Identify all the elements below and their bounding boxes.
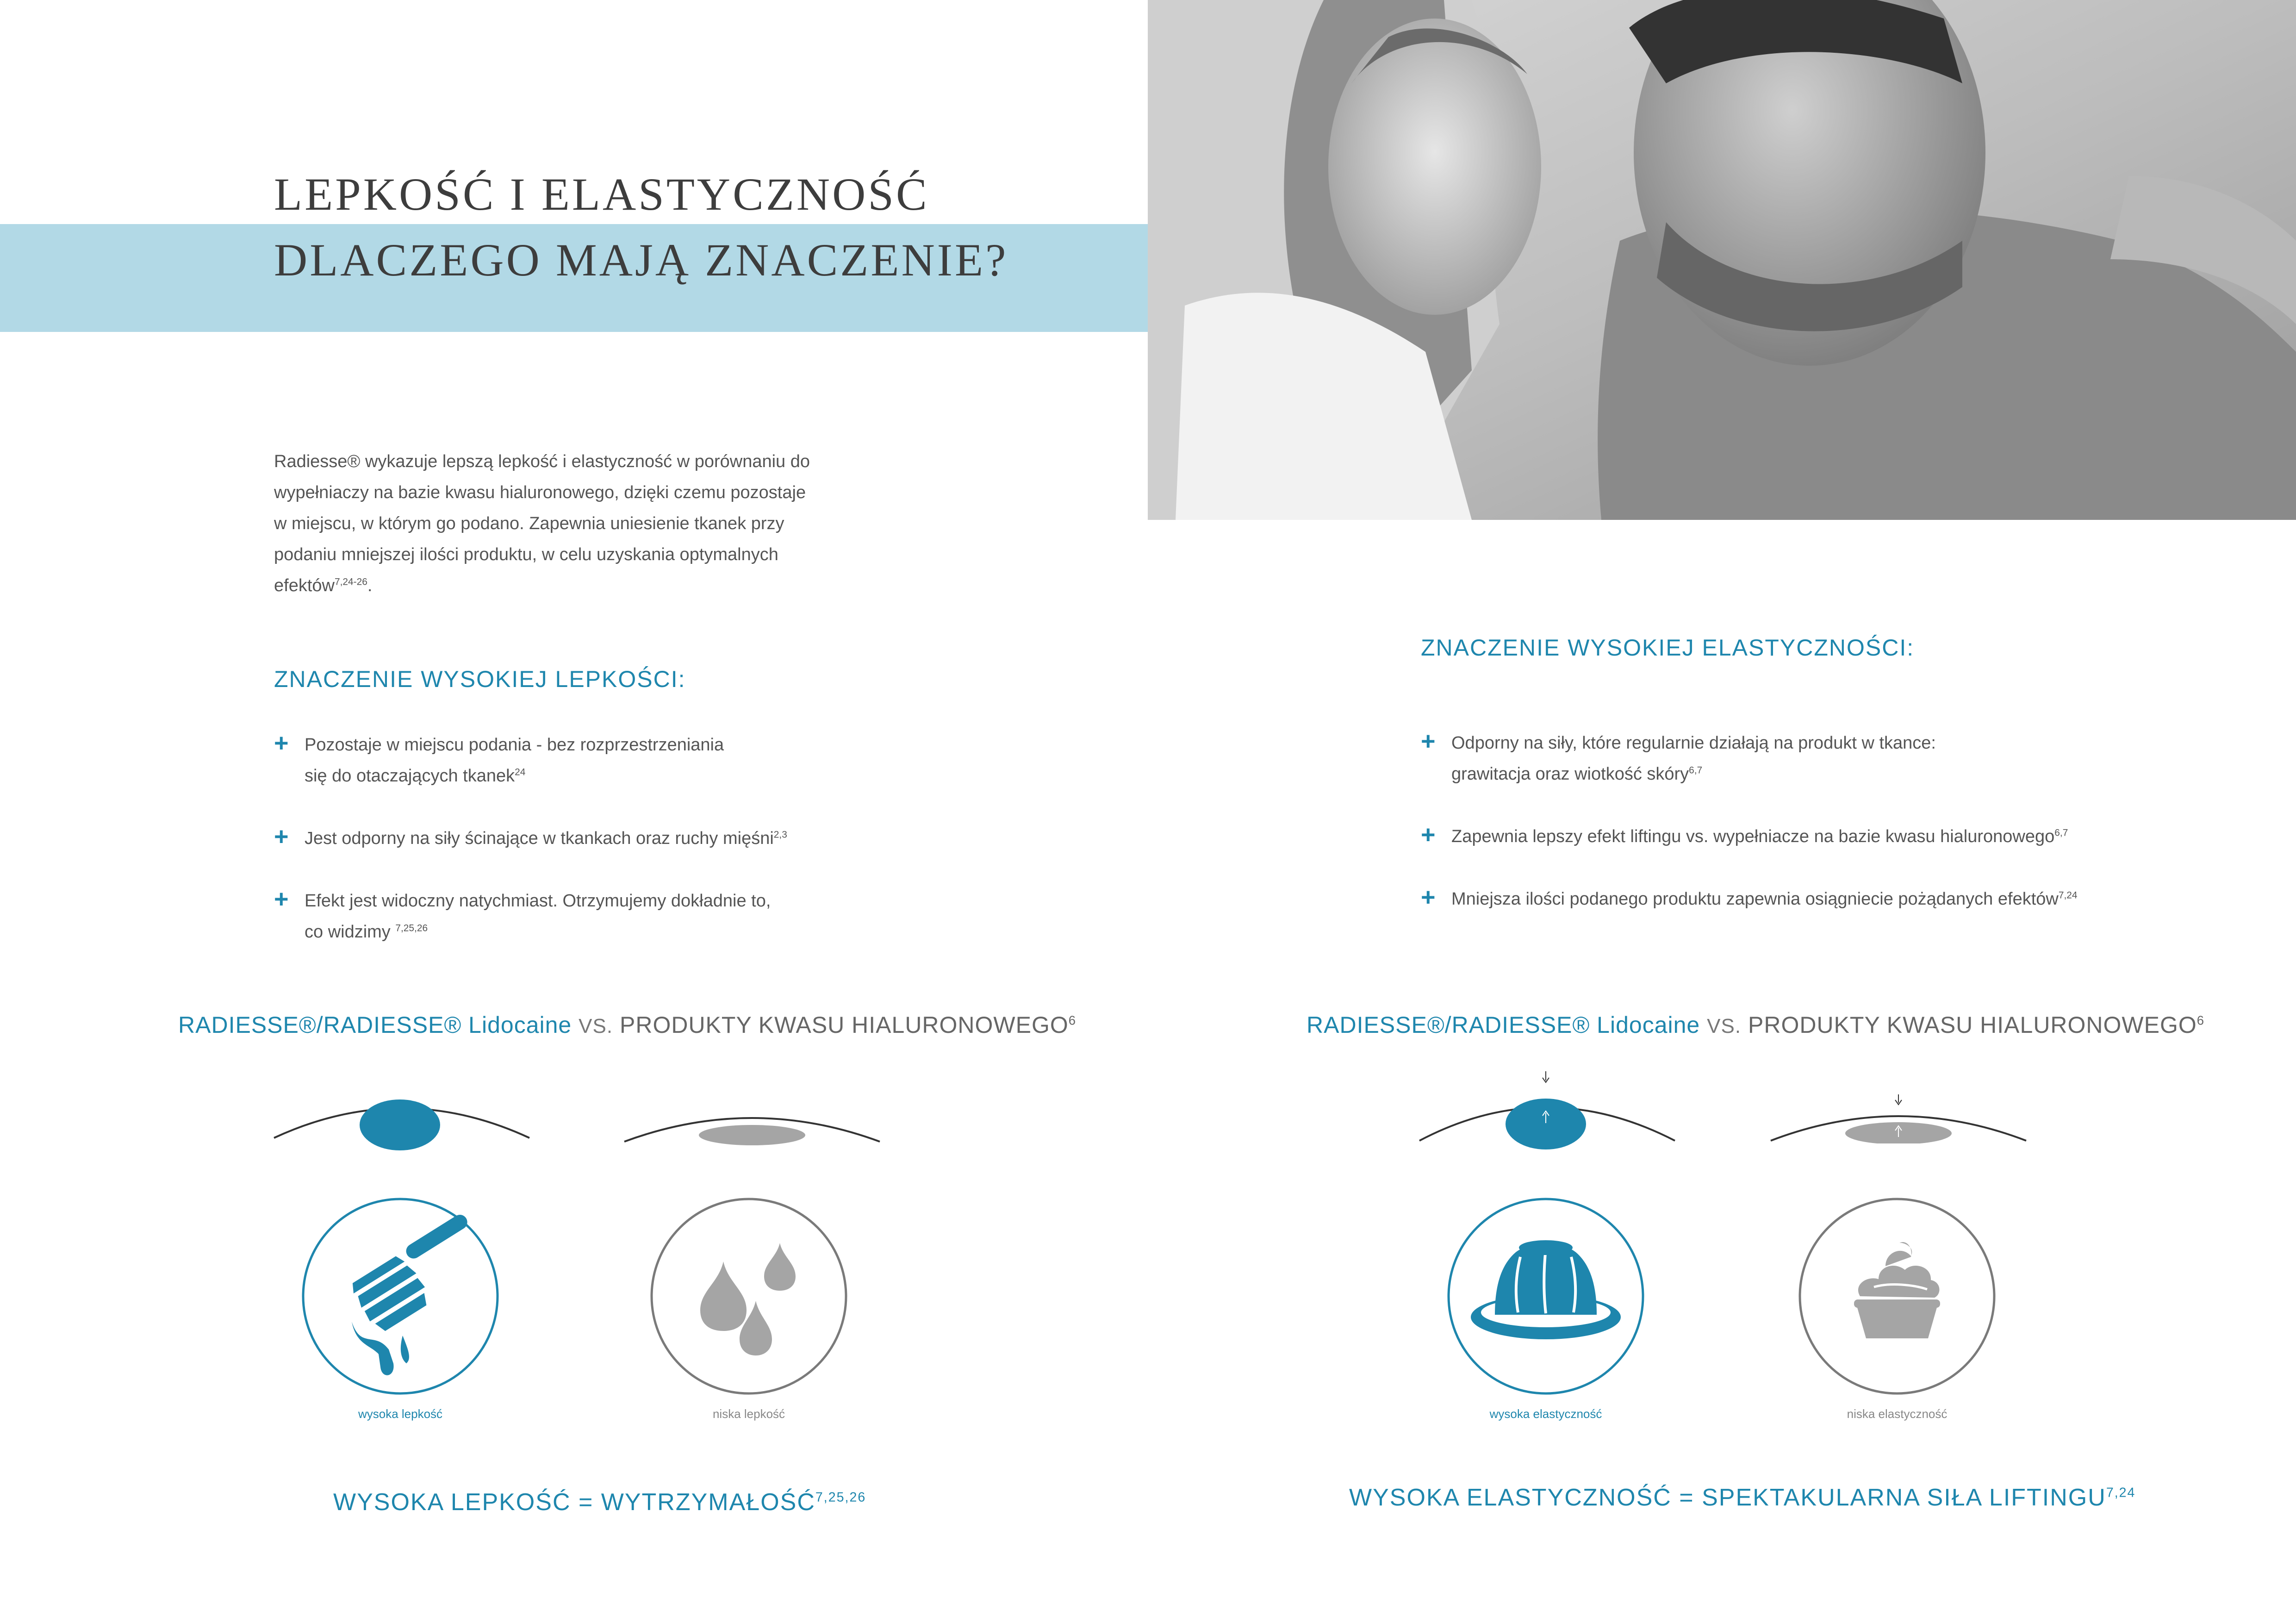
radiesse-elasticity-diagram	[1418, 1069, 1677, 1157]
intro-line: w miejscu, w którym go podano. Zapewnia uniesienie tkanek przy	[274, 514, 784, 533]
water-drops-icon	[649, 1197, 848, 1396]
viscosity-conclusion	[333, 1488, 866, 1516]
footnote-ref: 7,25,26	[815, 1490, 866, 1505]
footnote-ref: 7,25,26	[395, 923, 428, 934]
footnote-ref: 6	[1068, 1013, 1076, 1028]
caption-low-viscosity: niska lepkość	[712, 1407, 785, 1421]
plus-icon: +	[274, 823, 289, 850]
list-item	[1421, 728, 2254, 790]
list-item	[1421, 884, 2254, 915]
intro-paragraph	[274, 446, 894, 601]
list-text	[1451, 821, 2254, 852]
product-name: RADIESSE®/RADIESSE® Lidocaine	[178, 1012, 572, 1038]
elasticity-conclusion	[1349, 1484, 2135, 1512]
intro-line	[274, 570, 894, 601]
jelly-icon	[1446, 1197, 1645, 1396]
elasticity-list	[1421, 728, 2254, 915]
plus-icon: +	[1421, 821, 1436, 849]
list-text: Efekt jest widoczny natychmiast. Otrzymujemy dokładnie to,	[305, 891, 771, 911]
list-text-part: Mniejsza ilości podanego produktu zapewnia osiągniecie pożądanych efektów	[1451, 889, 2059, 909]
plus-icon: +	[274, 885, 289, 913]
competitor-name: PRODUKTY KWASU HIALURONOWEGO	[619, 1012, 1069, 1038]
footnote-ref: 7,24	[2106, 1485, 2136, 1500]
list-text	[305, 917, 922, 948]
viscosity-heading: ZNACZENIE WYSOKIEJ LEPKOŚCI:	[274, 666, 686, 692]
honey-dipper-icon	[301, 1197, 500, 1396]
viscosity-list	[274, 730, 922, 948]
caption-high-elasticity: wysoka elastyczność	[1489, 1407, 1602, 1421]
footnote-ref: 6,7	[1689, 765, 1703, 776]
caption-high-viscosity: wysoka lepkość	[358, 1407, 443, 1421]
list-item	[274, 730, 922, 792]
list-text	[305, 761, 922, 792]
viscosity-comparison-heading	[178, 1012, 1076, 1038]
conclusion-text: WYSOKA ELASTYCZNOŚĆ = SPEKTAKULARNA SIŁA LIFTINGU	[1349, 1484, 2106, 1511]
list-text-part: się do otaczających tkanek	[305, 766, 515, 786]
competitor-name: PRODUKTY KWASU HIALURONOWEGO	[1748, 1012, 2197, 1038]
plus-icon: +	[274, 729, 289, 757]
footnote-ref: 2,3	[773, 829, 787, 840]
list-item	[274, 823, 922, 854]
intro-line: podaniu mniejszej ilości produktu, w celu uzyskania optymalnych	[274, 545, 778, 564]
plus-icon: +	[1421, 883, 1436, 911]
list-text-part: Jest odporny na siły ścinające w tkankach oraz ruchy mięśni	[305, 829, 774, 848]
intro-line: Radiesse® wykazuje lepszą lepkość i elastyczność w porównaniu do	[274, 452, 810, 471]
intro-text: .	[367, 576, 373, 595]
vs-label: VS.	[579, 1015, 613, 1037]
page-title-line1: LEPKOŚĆ I ELASTYCZNOŚĆ	[274, 169, 929, 220]
footnote-ref: 7,24-26	[334, 576, 367, 587]
footnote-ref: 24	[515, 767, 526, 778]
conclusion-text: WYSOKA LEPKOŚĆ = WYTRZYMAŁOŚĆ	[333, 1489, 815, 1516]
list-text	[1451, 759, 2254, 790]
footnote-ref: 6	[2196, 1013, 2205, 1028]
vs-label: VS.	[1707, 1015, 1742, 1037]
caption-low-elasticity: niska elastyczność	[1847, 1407, 1948, 1421]
hyaluronic-elasticity-diagram	[1769, 1093, 2028, 1143]
elasticity-comparison-heading	[1307, 1012, 2204, 1038]
footnote-ref: 7,24	[2058, 890, 2078, 901]
list-text-part: Zapewnia lepszy efekt liftingu vs. wypełniacze na bazie kwasu hialuronowego	[1451, 827, 2055, 846]
list-text: Odporny na siły, które regularnie działają na produkt w tkance:	[1451, 733, 1936, 753]
list-item	[274, 886, 922, 948]
page-title-line2: DLACZEGO MAJĄ ZNACZENIE?	[274, 234, 1008, 286]
list-text: Pozostaje w miejscu podania - bez rozprzestrzeniania	[305, 735, 724, 755]
product-name: RADIESSE®/RADIESSE® Lidocaine	[1307, 1012, 1700, 1038]
elasticity-heading: ZNACZENIE WYSOKIEJ ELASTYCZNOŚCI:	[1421, 635, 1915, 661]
plus-icon: +	[1421, 727, 1436, 755]
radiesse-viscosity-diagram	[272, 1088, 531, 1153]
list-item	[1421, 821, 2254, 852]
whipped-cream-icon	[1798, 1197, 1997, 1396]
intro-text: efektów	[274, 576, 335, 595]
footnote-ref: 6,7	[2054, 827, 2068, 838]
list-text	[305, 823, 922, 854]
hyaluronic-viscosity-diagram	[622, 1111, 882, 1153]
list-text-part: co widzimy	[305, 922, 396, 942]
couple-photo	[1148, 0, 2296, 520]
list-text-part: grawitacja oraz wiotkość skóry	[1451, 764, 1689, 784]
intro-line: wypełniaczy na bazie kwasu hialuronowego, dzięki czemu pozostaje	[274, 483, 806, 502]
list-text	[1451, 884, 2254, 915]
